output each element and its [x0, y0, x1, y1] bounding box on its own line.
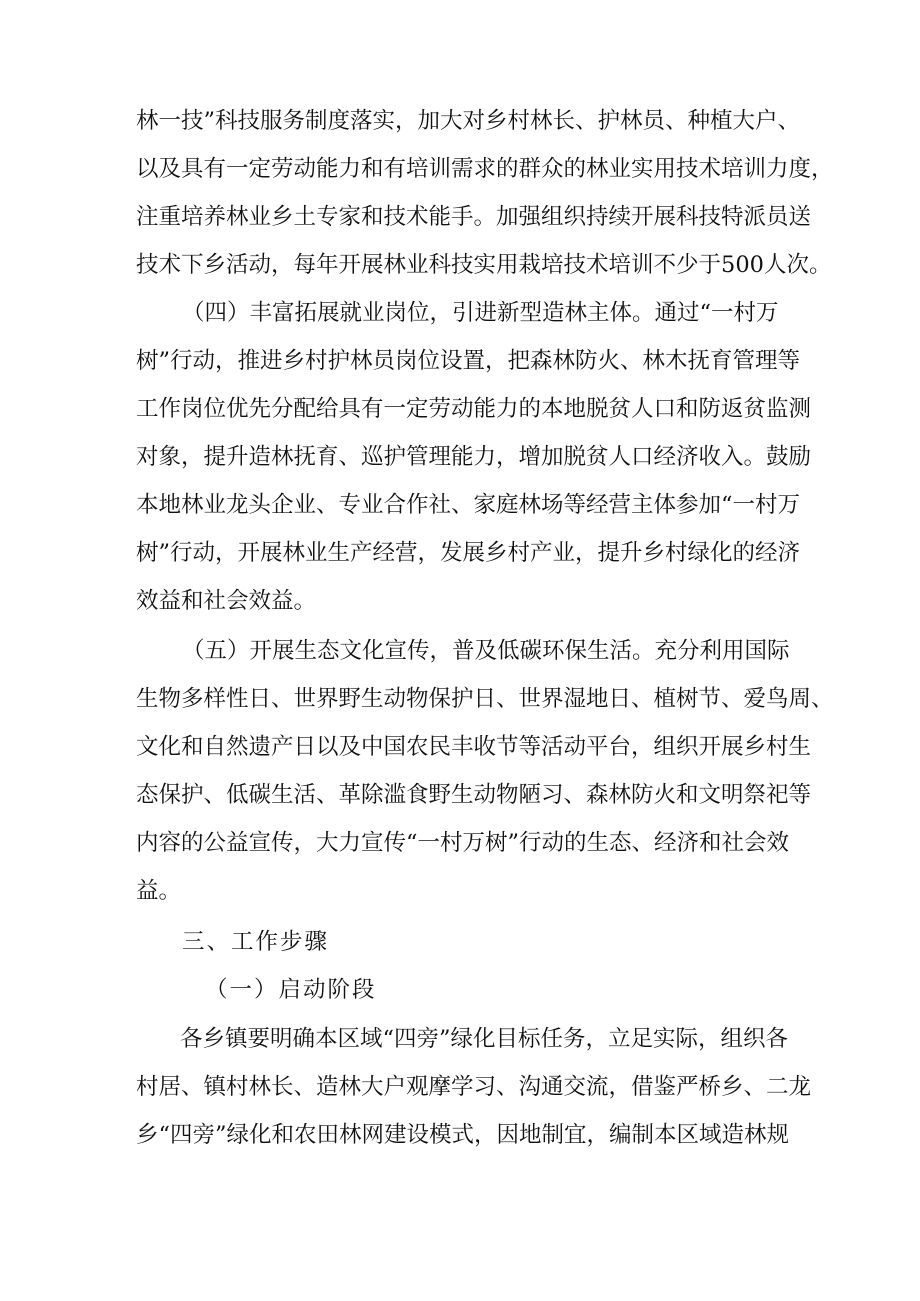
- section-4-heading-line: （四）丰富拓展就业岗位，引进新型造林主体。通过“一村万: [182, 300, 779, 326]
- text-line: 乡“四旁”绿化和农田林网建设模式，因地制宜，编制本区域造林规: [136, 1122, 790, 1148]
- section-3-title: 三、工作步骤: [182, 929, 330, 955]
- text-line: 生物多样性日、世界野生动物保护日、世界湿地日、植树节、爱鸟周、: [136, 686, 834, 712]
- text-line: 注重培养林业乡土专家和技术能手。加强组织持续开展科技特派员送: [136, 204, 812, 230]
- subsection-1-title: （一）启动阶段: [205, 977, 377, 1003]
- text-line: 文化和自然遗产日以及中国农民丰收节等活动平台，组织开展乡村生: [136, 734, 812, 760]
- text-line: 对象，提升造林抚育、巡护管理能力，增加脱贫人口经济收入。鼓励: [136, 444, 812, 470]
- text-line: 内容的公益宣传，大力宣传“一村万树”行动的生态、经济和社会效: [136, 830, 790, 856]
- text-line: 村居、镇村林长、造林大户观摩学习、沟通交流，借鉴严桥乡、二龙: [136, 1074, 812, 1100]
- text-line: 林一技”科技服务制度落实，加大对乡村林长、护林员、种植大户、: [136, 108, 801, 134]
- text-line: 各乡镇要明确本区域“四旁”绿化目标任务，立足实际，组织各: [180, 1026, 789, 1052]
- text-line: 效益和社会效益。: [136, 588, 317, 614]
- text-line: 树”行动，推进乡村护林员岗位设置，把森林防火、林木抚育管理等: [136, 348, 801, 374]
- section-5-heading-line: （五）开展生态文化宣传，普及低碳环保生活。充分利用国际: [182, 638, 790, 664]
- text-line: 工作岗位优先分配给具有一定劳动能力的本地脱贫人口和防返贫监测: [136, 396, 812, 422]
- text-line: 益。: [136, 878, 182, 904]
- text-line: 本地林业龙头企业、专业合作社、家庭林场等经营主体参加“一村万: [136, 492, 801, 518]
- text-line: 以及具有一定劳动能力和有培训需求的群众的林业实用技术培训力度，: [136, 156, 834, 182]
- text-line: 技术下乡活动，每年开展林业科技实用栽培技术培训不少于500人次。: [136, 252, 832, 278]
- text-line: 态保护、低碳生活、革除滥食野生动物陋习、森林防火和文明祭祀等: [136, 782, 812, 808]
- text-line: 树”行动，开展林业生产经营，发展乡村产业，提升乡村绿化的经济: [136, 540, 801, 566]
